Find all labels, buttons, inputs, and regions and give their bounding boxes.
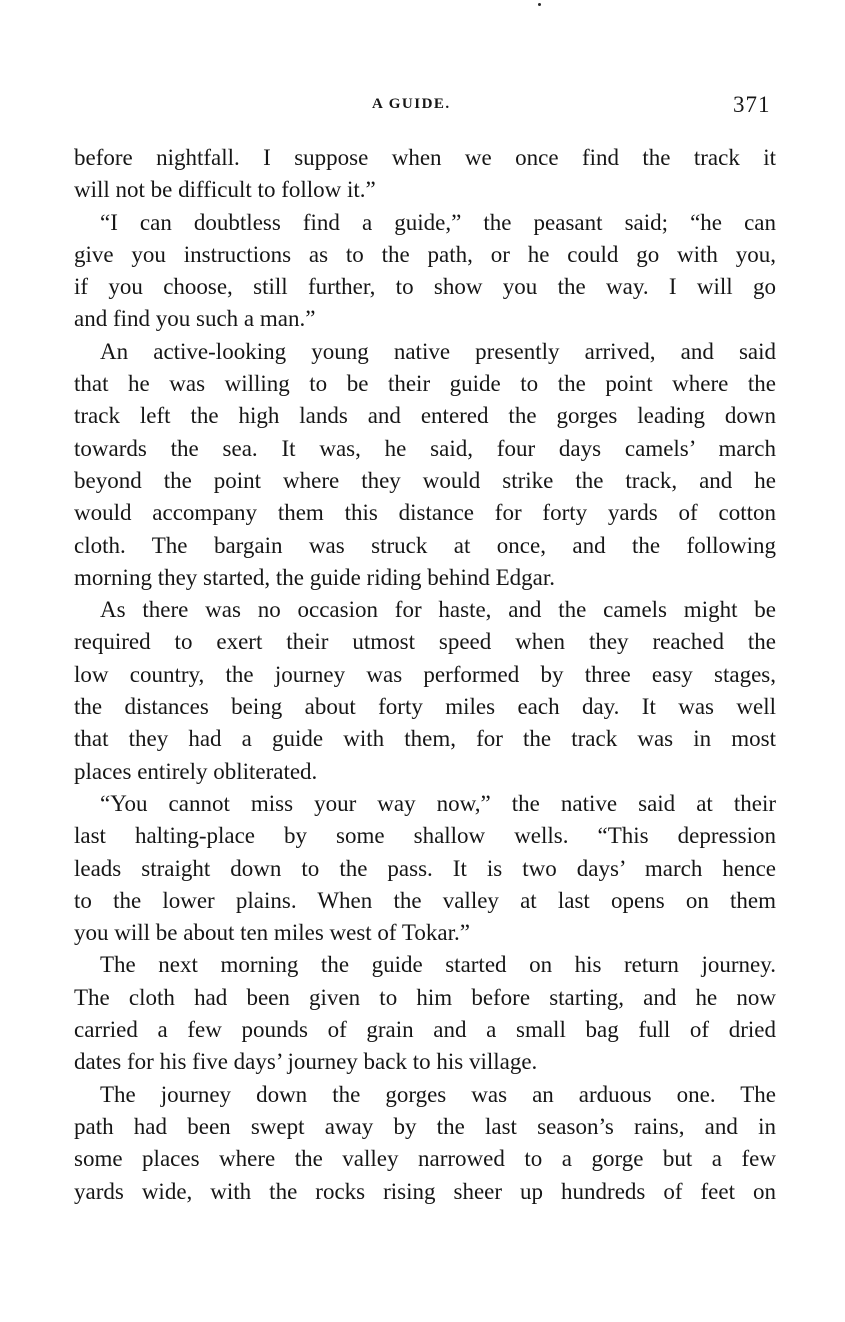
text-line: would accompany them this distance for forty yards of cotton xyxy=(74,500,776,526)
text-line: morning they started, the guide riding behind Edgar. xyxy=(74,564,555,590)
text-line: and find you such a man.” xyxy=(74,306,316,332)
paragraph-first-line: As there was no occasion for haste, and the camels might be xyxy=(100,597,776,623)
text-line: give you instructions as to the path, or he could go with you, xyxy=(74,241,776,267)
text-line: last halting-place by some shallow wells. “This depression xyxy=(74,823,776,849)
paragraph-first-line: An active-looking young native presently arrived, and said xyxy=(100,338,776,364)
text-line: that he was willing to be their guide to the point where the xyxy=(74,371,776,397)
paragraph-first-line: The journey down the gorges was an arduous one. The xyxy=(100,1081,776,1107)
text-line: will not be difficult to follow it.” xyxy=(74,177,376,203)
text-line: some places where the valley narrowed to a gorge but a few xyxy=(74,1146,776,1172)
running-title: A GUIDE. xyxy=(372,96,451,112)
text-line: the distances being about forty miles each day. It was well xyxy=(74,694,776,720)
text-line: The cloth had been given to him before starting, and he now xyxy=(74,984,776,1010)
running-head xyxy=(0,92,845,122)
text-line: you will be about ten miles west of Tokar.” xyxy=(74,920,470,946)
text-line: cloth. The bargain was struck at once, and the following xyxy=(74,532,776,558)
text-line: track left the high lands and entered the gorges leading down xyxy=(74,403,776,429)
text-line: dates for his five days’ journey back to his village. xyxy=(74,1049,538,1075)
text-line: to the lower plains. When the valley at last opens on them xyxy=(74,887,776,913)
text-line: low country, the journey was performed by three easy stages, xyxy=(74,661,776,687)
page-number: 371 xyxy=(733,92,771,117)
text-line: before nightfall. I suppose when we once find the track it xyxy=(74,145,776,170)
paragraph-first-line: The next morning the guide started on his return journey. xyxy=(100,952,776,978)
text-line: required to exert their utmost speed when they reached the xyxy=(74,629,776,655)
text-line: beyond the point where they would strike the track, and he xyxy=(74,467,776,493)
text-line: path had been swept away by the last season’s rains, and in xyxy=(74,1113,776,1139)
text-line: yards wide, with the rocks rising sheer up hundreds of feet on xyxy=(74,1178,776,1204)
print-speck xyxy=(538,3,541,6)
paragraph-first-line: “I can doubtless find a guide,” the peasant said; “he can xyxy=(100,209,776,235)
text-line: carried a few pounds of grain and a small bag full of dried xyxy=(74,1017,776,1043)
text-line: towards the sea. It was, he said, four days camels’ march xyxy=(74,435,776,461)
text-line: if you choose, still further, to show you the way. I will go xyxy=(74,274,776,300)
paragraph-first-line: “You cannot miss your way now,” the native said at their xyxy=(100,790,776,816)
text-line: places entirely obliterated. xyxy=(74,758,318,784)
text-line: that they had a guide with them, for the track was in most xyxy=(74,726,776,752)
body-text xyxy=(74,142,776,1208)
text-line: leads straight down to the pass. It is two days’ march hence xyxy=(74,855,776,881)
